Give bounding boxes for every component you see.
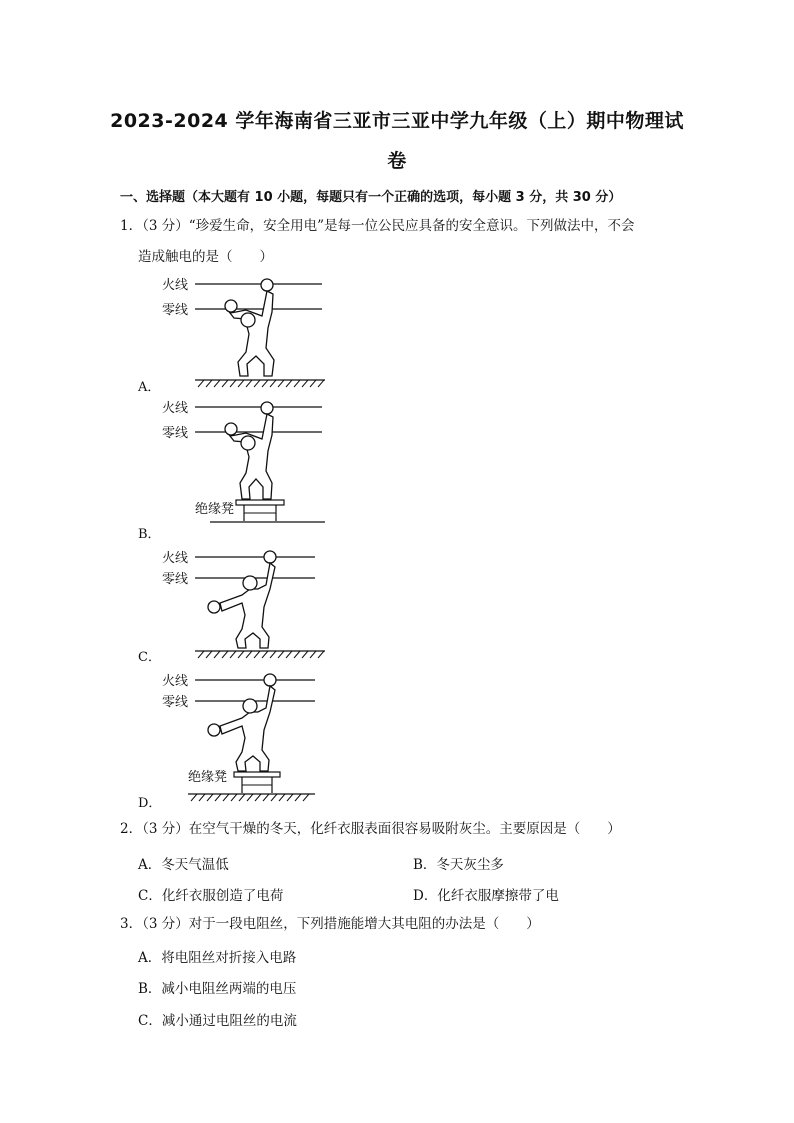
neutral-wire-label: 零线 — [162, 426, 189, 441]
question-1-stem-line1: 1．（3 分）“珍爱生命，安全用电”是每一位公民应具备的安全意识。下列做法中，不会 — [120, 218, 635, 234]
option-b-label: B． — [138, 527, 161, 542]
person-silhouette — [208, 551, 276, 648]
page-title-line2: 卷 — [387, 150, 407, 172]
question-3-option-a: A．将电阻丝对折接入电路 — [138, 950, 297, 966]
question-2-option-b: B．冬天灰尘多 — [413, 857, 504, 873]
stool-label: 绝缘凳 — [195, 502, 235, 517]
question-2-stem: 2．（3 分）在空气干燥的冬天，化纤衣服表面很容易吸附灰尘。主要原因是（ ） — [120, 821, 621, 837]
live-wire-label: 火线 — [162, 401, 189, 416]
live-wire-label: 火线 — [162, 551, 189, 566]
stool-label: 绝缘凳 — [188, 770, 228, 785]
live-wire-label: 火线 — [162, 278, 189, 293]
figure-a — [150, 272, 330, 392]
page-title-line1: 2023-2024 学年海南省三亚市三亚中学九年级（上）期中物理试 — [110, 110, 684, 132]
figure-b — [150, 395, 330, 525]
person-silhouette — [208, 674, 276, 771]
neutral-wire-label: 零线 — [162, 572, 189, 587]
question-2-option-c: C．化纤衣服创造了电荷 — [138, 888, 284, 904]
neutral-wire-label: 零线 — [162, 695, 189, 710]
figure-c — [150, 545, 330, 665]
option-c-label: C． — [138, 650, 161, 665]
neutral-wire-label: 零线 — [162, 303, 189, 318]
insulating-stool — [236, 500, 284, 521]
option-a-label: A． — [138, 380, 161, 395]
person-silhouette — [225, 402, 273, 499]
option-d-label: D． — [138, 796, 162, 811]
question-1-stem-line2: 造成触电的是（ ） — [138, 249, 273, 265]
live-wire-label: 火线 — [162, 674, 189, 689]
section-heading: 一、选择题（本大题有 10 小题，每题只有一个正确的选项，每小题 3 分，共 30 分） — [120, 190, 622, 205]
insulating-stool — [234, 772, 280, 793]
figure-d — [150, 668, 330, 808]
question-2-option-d: D．化纤衣服摩擦带了电 — [413, 888, 559, 904]
person-silhouette — [225, 279, 274, 376]
question-3-stem: 3．（3 分）对于一段电阻丝，下列措施能增大其电阻的办法是（ ） — [120, 916, 540, 932]
question-2-option-a: A．冬天气温低 — [138, 857, 229, 873]
question-3-option-c: C．减小通过电阻丝的电流 — [138, 1013, 297, 1029]
question-3-option-b: B．减小电阻丝两端的电压 — [138, 981, 297, 997]
